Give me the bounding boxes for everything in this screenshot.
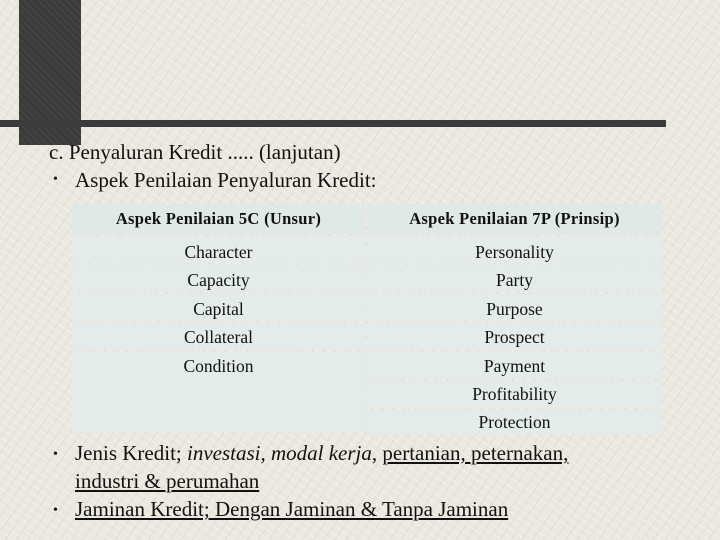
table-cell-7p: Purpose bbox=[486, 299, 543, 319]
table-cell-5c: Character bbox=[184, 242, 253, 262]
bullet-jenis-kredit-line2: industri & perumahan bbox=[75, 469, 260, 493]
table-cell-7p: Personality bbox=[475, 242, 554, 262]
bullet-jaminan-kredit: Jaminan Kredit; Dengan Jaminan & Tanpa Jaminan bbox=[75, 497, 509, 521]
bullet-dot: • bbox=[53, 503, 58, 518]
table-cell-7p: Profitability bbox=[472, 384, 557, 404]
table-cell-5c: Collateral bbox=[183, 327, 253, 347]
table-cell-7p: Prospect bbox=[484, 327, 545, 347]
bullet-jenis-kredit-lead: Jenis Kredit; bbox=[75, 441, 187, 465]
bullet-jenis-kredit-italic: investasi, modal kerja bbox=[186, 441, 372, 465]
table-cell-7p: Protection bbox=[478, 412, 551, 432]
table-cell-5c: Capacity bbox=[187, 270, 250, 290]
table-cell-7p: Party bbox=[496, 270, 533, 290]
table-cell-5c: Capital bbox=[193, 299, 244, 319]
slide-subtitle: c. Penyaluran Kredit ..... (lanjutan) bbox=[49, 140, 341, 164]
bullet-jenis-kredit-underlined: pertanian, peternakan, bbox=[382, 441, 569, 465]
bullet-aspek-penilaian: Aspek Penilaian Penyaluran Kredit: bbox=[75, 168, 377, 192]
bullet-dot: • bbox=[53, 447, 58, 462]
table-cell-7p: Payment bbox=[483, 356, 546, 376]
decorative-horizontal-bar bbox=[0, 120, 666, 127]
bullet-dot: • bbox=[53, 172, 58, 187]
table-cell-5c: Condition bbox=[183, 356, 254, 376]
table-header-5c: Aspek Penilaian 5C (Unsur) bbox=[72, 204, 365, 234]
bullet-jenis-kredit bbox=[75, 440, 568, 466]
bullet-jenis-kredit-sep: , bbox=[371, 441, 383, 465]
table-header-7p: Aspek Penilaian 7P (Prinsip) bbox=[367, 204, 662, 234]
